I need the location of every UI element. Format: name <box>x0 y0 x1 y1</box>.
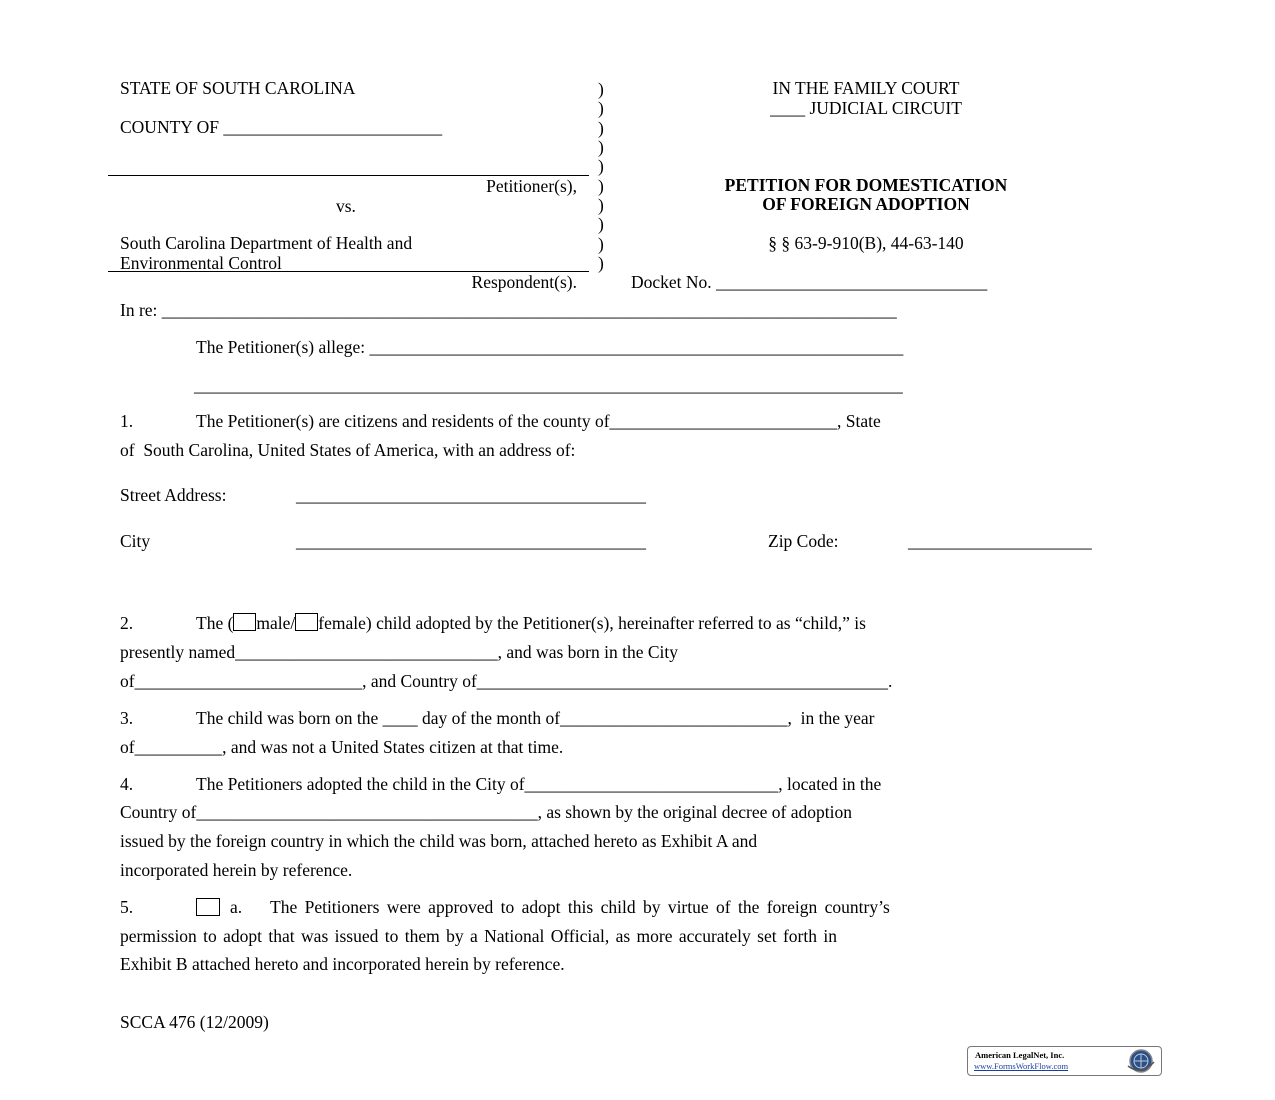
paragraph-text: Exhibit B attached hereto and incorporated herein by reference. <box>120 954 565 974</box>
female-checkbox[interactable] <box>295 613 318 631</box>
female-label: female) child adopted by the Petitioner(s), hereinafter referred to as “child,” is <box>318 613 866 633</box>
adoption-country-field[interactable]: Country of_______________________________________, as shown by the original decree of adoption <box>120 802 852 822</box>
city-field[interactable]: ________________________________________ <box>296 531 646 551</box>
birth-year-field[interactable]: of__________, and was not a United States citizen at that time. <box>120 737 564 757</box>
birth-date-field[interactable]: The child was born on the ____ day of the month of__________________________, in the year <box>196 708 875 728</box>
caption-paren: ) <box>598 214 604 234</box>
option-a-checkbox[interactable] <box>196 898 220 916</box>
in-re-field[interactable]: In re: ____________________________________________________________________________________ <box>120 300 897 320</box>
paragraph-number: 4. <box>120 774 134 794</box>
globe-icon <box>1124 1048 1158 1074</box>
paragraph-text: of South Carolina, United States of America, with an address of: <box>120 440 576 460</box>
caption-paren: ) <box>598 79 604 99</box>
petitioner-label: Petitioner(s), <box>486 176 577 196</box>
caption-paren: ) <box>598 176 604 196</box>
respondent-name-line1: South Carolina Department of Health and <box>120 233 413 253</box>
adoption-city-field[interactable]: The Petitioners adopted the child in the City of_____________________________, located in the <box>196 774 882 794</box>
paragraph-text: issued by the foreign country in which the child was born, attached hereto as Exhibit A and <box>120 831 758 851</box>
street-address-field[interactable]: ________________________________________ <box>296 485 646 505</box>
paragraph-number: 5. <box>120 897 134 917</box>
paragraph-number: 3. <box>120 708 134 728</box>
zip-code-field[interactable]: _____________________ <box>908 531 1092 551</box>
paragraph-text: The Petitioners were approved to adopt this child by virtue of the foreign country’s <box>270 897 890 917</box>
child-name-field[interactable]: presently named______________________________, and was born in the City <box>120 642 678 662</box>
logo-website-link[interactable]: www.FormsWorkFlow.com <box>974 1061 1069 1071</box>
allegation-field-line1[interactable]: The Petitioner(s) allege: _____________________________________________________________ <box>196 337 904 357</box>
respondent-label: Respondent(s). <box>471 272 577 292</box>
vs-label: vs. <box>336 196 356 216</box>
paragraph-number: 2. <box>120 613 134 633</box>
state-heading: STATE OF SOUTH CAROLINA <box>120 78 356 98</box>
paragraph-number: 1. <box>120 411 134 431</box>
caption-paren: ) <box>598 118 604 138</box>
birth-city-country-field[interactable]: of__________________________, and Country of_______________________________________________. <box>120 671 893 691</box>
form-title-line2: OF FOREIGN ADOPTION <box>762 194 970 214</box>
allegation-field-line2[interactable]: _________________________________________________________________________________ <box>194 375 903 395</box>
option-a-label: a. <box>230 897 243 917</box>
city-label: City <box>120 531 151 551</box>
residence-county-field[interactable]: The Petitioner(s) are citizens and residents of the county of__________________________, State <box>196 411 881 431</box>
street-address-label: Street Address: <box>120 485 227 505</box>
logo-company-name: American LegalNet, Inc. <box>975 1050 1065 1060</box>
respondent-name-line2: Environmental Control <box>120 253 282 273</box>
caption-paren: ) <box>598 137 604 157</box>
county-field[interactable]: COUNTY OF _________________________ <box>120 117 443 137</box>
child-sex-line <box>196 613 866 633</box>
circuit-field[interactable]: ____ JUDICIAL CIRCUIT <box>770 98 962 118</box>
form-title-line1: PETITION FOR DOMESTICATION <box>724 175 1008 195</box>
paragraph-text: permission to adopt that was issued to them by a National Official, as more accurately set forth in <box>120 926 837 946</box>
statute-reference: § § 63-9-910(B), 44-63-140 <box>768 233 964 253</box>
caption-paren: ) <box>598 156 604 176</box>
publisher-logo[interactable] <box>967 1046 1162 1076</box>
court-heading: IN THE FAMILY COURT <box>772 78 960 98</box>
caption-paren: ) <box>598 98 604 118</box>
male-label: male/ <box>256 613 296 633</box>
male-checkbox[interactable] <box>233 613 256 631</box>
caption-paren: ) <box>598 195 604 215</box>
paragraph-text: incorporated herein by reference. <box>120 860 353 880</box>
zip-code-label: Zip Code: <box>768 531 839 551</box>
paragraph-text: The ( <box>196 613 234 633</box>
caption-paren: ) <box>598 253 604 273</box>
caption-paren: ) <box>598 234 604 254</box>
form-number: SCCA 476 (12/2009) <box>120 1012 269 1032</box>
docket-number-field[interactable]: Docket No. _______________________________ <box>631 272 988 292</box>
